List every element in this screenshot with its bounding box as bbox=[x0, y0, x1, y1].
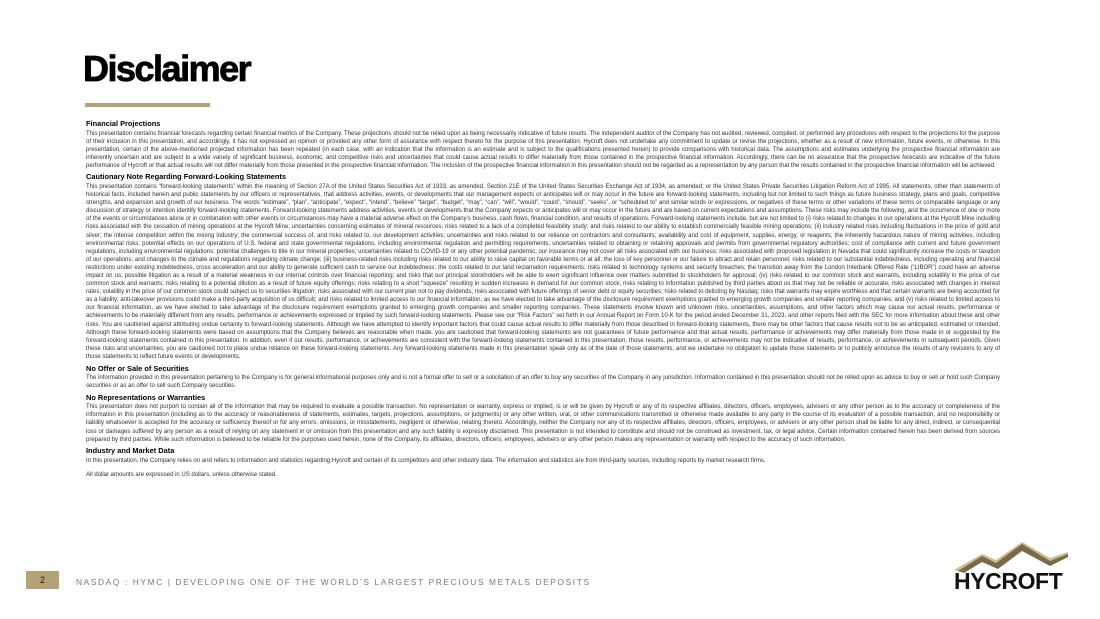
section-forward-looking-statements bbox=[86, 172, 1000, 361]
title-underline bbox=[85, 103, 210, 107]
section-no-offer bbox=[86, 364, 1000, 391]
section-heading: Financial Projections bbox=[86, 119, 161, 128]
section-heading: Cautionary Note Regarding Forward-Looking Statements bbox=[86, 172, 286, 182]
section-heading: No Offer or Sale of Securities bbox=[86, 363, 189, 373]
footer-tagline: NASDAQ : HYMC | DEVELOPING ONE OF THE WORLD’S LARGEST PRECIOUS METALS DEPOSITS bbox=[76, 577, 591, 587]
section-financial-projections bbox=[86, 119, 1000, 170]
page-title: Disclaimer bbox=[83, 48, 251, 89]
section-paragraph: This presentation contains “forward-looking statements” within the meaning of Section 27A of the United States Securities Act of 1933, as amended, Section 21E of the United States Securities Exchange Act of 1934, as amended; or the United States Private Securities Litigation Reform Act of 1995. All statements, other than statements of historical facts, included herein and public statements by our officers or representatives, that address activities, events, or developments that our management expects or anticipates will or may occur in the future are forward-looking statements, including but not limited to such things as future business strategy, plans and goals, competitive strengths, and expansion and growth of our business. The words “estimate”, “plan”, “anticipate”, “expect”, “intend”, “believe” “target”, “budget”, “may”, “can”, “will”, “would”, “could”, “should”, “seeks”, or “scheduled to” and similar words or expressions, or negatives of these terms or other variations of these terms or comparable language or any discussion of strategy or intention identify forward-looking statements. Forward-looking statements address activities, events or developments that the Company expects or anticipates will or may occur in the future and are based on current expectations and assumptions. These risks may include the following, and the occurrence of one or more of the events or circumstances alone or in combination with other events or circumstances may have a material adverse effect on the Company’s business, cash flows, financial condition, and results of operations. Forward-looking statements include, but are not limited to (i) risks related to changes in our operations at the Hycroft Mine including risks associated with the cessation of mining operations at the Hycroft Mine; uncertainties concerning estimates of mineral resources; risks related to a lack of a completed feasibility study; and risks related to our ability to establish commercially feasible mining operations; (ii) industry related risks including fluctuations in the price of gold and silver; the intense competition within the mining industry; the commercial success of, and risks related to, our development activities; uncertainties and risks related to our reliance on contractors and consultants; availability and cost of equipment, supplies, energy, or reagents; the inherently hazardous nature of mining activities, including environmental risks; potential effects on our operations of U.S. federal and state governmental regulations, including environmental regulation and permitting requirements; uncertainties related to obtaining or retaining approvals and permits from governmental regulatory authorities; cost of compliance with current and future government regulations, including environmental regulations; potential challenges to title in our mineral properties; uncertainties related to COVID-19 or any other potential pandemic; our insurance may not cover all risks associated with our business; risks associated with proposed legislation in Nevada that could significantly increase the costs or taxation of our operations; and changes to the climate and regulations regarding climate change; (iii) business-related risks including risks related to our ability to raise capital on favorable terms or at all; the loss of key personnel or our failure to attract and retain personnel; risks related to our substantial indebtedness, including operating and financial restrictions under existing indebtedness, cross acceleration and our ability to generate sufficient cash to service our indebtedness; the costs related to our land reclamation requirements; risks related to technology systems and security breaches; the transition away from the London Interbank Offered Rate (“LIBOR”) could have an adverse impact on us; possible litigation as a result of a material weakness in our internal controls over financial reporting; and risks that our principal stockholders will be able to exert significant influence over matters submitted to stockholders for approval; (iv) risks related to our common stock and warrants, including volatility in the price of our common stock and warrants; risks relating to a potential dilution as a result of future equity offerings; risks relating to a short “squeeze” resulting in sudden increases in demand for our common stock; risks relating to information published by third parties about us that may not be reliable or accurate; risks associated with changes in interest rates; volatility in the price of our common stock could subject us to securities litigation; risks associated with our current plan not to pay dividends; risks associated with future offerings of senior debt or equity securities; risks related to delisting by Nasdaq; risks that warrants may expire worthless and that certain warrants are being accounted for as a liability; anti-takeover provisions could make a third-party acquisition of us difficult; and risks related to limited access to our financial information, as we have elected to take advantage of the disclosure requirement exemptions granted to emerging growth companies and smaller reporting companies; and (v) risks related to limited access to our financial information, as we have elected to take advantage of the disclosure requirement exemptions granted to emerging growth companies and smaller reporting companies. These statements involve known and unknown risks, uncertainties, assumptions, and other factors which may cause our actual results, performance or achievements to be materially different from any results, performance or achievements expressed or implied by such forward-looking statements. Please see our “Risk Factors” set forth in our Annual Report on Form 10-K for the period ended December 31, 2023, and other reports filed with the SEC for more information about these and other risks. You are cautioned against attributing undue certainty to forward-looking statements. Although we have attempted to identify important factors that could cause actual results to differ materially from those described in forward-looking statements, there may be other factors that cause results not to be as anticipated, estimated or intended. Although these forward-looking statements were based on assumptions that the Company believes are reasonable when made, you are cautioned that forward-looking statements are not guarantees of future performance and that actual results, performance or achievements may differ materially from those made in or suggested by the forward-looking statements contained in this presentation. In addition, even if our results, performance, or achievements are consistent with the forward-looking statements contained in this presentation, those results, performance, or achievements may not be indicative of results, performance, or achievements in subsequent periods. Given these risks and uncertainties, you are cautioned not to place undue reliance on these forward-looking statements. Any forward-looking statements made in this presentation speak only as of the date of those statements, and we undertake no obligation to update those statements or to publicly announce the results of any revisions to any of those statements to reflect future events or developments. bbox=[86, 183, 1000, 360]
section-paragraph: All dollar amounts are expressed in US dollars, unless otherwise stated. bbox=[86, 471, 277, 478]
logo-wordmark: HYCROFT bbox=[954, 568, 1063, 594]
section-heading: Industry and Market Data bbox=[86, 446, 175, 456]
section-paragraph: The information provided in this presentation pertaining to the Company is for general informational purposes only and is not a formal offer to sell or a solicitation of an offer to buy any securities of the Company in any jurisdiction. Information contained in this presentation should not be relied upon as advice to buy or sell or hold such Company securities or as an offer to sell such Company securities. bbox=[86, 375, 1000, 390]
section-industry-market-data bbox=[86, 446, 1000, 479]
section-paragraph: This presentation does not purport to contain all of the information that may be required to evaluate a possible transaction. No representation or warranty, express or implied, is or will be given by Hycroft or any of its respective affiliates, directors, officers, employees, advisers or any other person as to the accuracy or completeness of the information in this presentation (including as to the accuracy or reasonableness of statements, estimates, targets, projections, assumptions, or judgments) or any other written, oral, or other communications transmitted or otherwise made available to any party in the course of its evaluation of a possible transaction, and no responsibility or liability whatsoever is accepted for the accuracy or sufficiency thereof or for any errors, omissions, or misstatements, negligent or otherwise, relating thereto. Accordingly, neither the Company nor any of its respective affiliates, directors, officers, employees, or advisers or any other person shall be liable for any direct, indirect, or consequential loss or damages suffered by any person as a result of relying on any statement in or omission from this presentation and any such liability is expressly disclaimed. This presentation is not intended to constitute and should not be construed as investment, tax, or legal advice. Certain information contained herein has been derived from sources prepared by third parties. While such information is believed to be reliable for the purposes used herein, none of the Company, its affiliates, directors, officers, employees, advisers or any other person makes any representation or warranty with respect to the accuracy of such information. bbox=[86, 404, 1000, 443]
disclaimer-content bbox=[86, 119, 1000, 481]
page-number: 2 bbox=[39, 575, 45, 585]
section-paragraph: This presentation contains financial forecasts regarding certain financial metrics of the Company. These projections should not be relied upon as being necessarily indicative of future results. The independent auditor of the Company has not audited, reviewed, compiled, or performed any procedures with respect to the projections for the purpose of their inclusion in this presentation, and accordingly, it has not expressed an opinion or provided any other form of assurance with respect thereto for the purpose of this presentation. Hycroft does not undertake any commitment to update or revise the projections, whether as a result of new information, future events, or otherwise. In this presentation, certain of the above-mentioned projected information has been repeated (in each case, with an indication that the information is an estimate and is subject to the qualifications presented herein) to provide comparisons with historical data. The assumptions and estimates underlying the prospective financial information are inherently uncertain and are subject to a wide variety of significant business, economic, and competitive risks and uncertainties that could cause actual results to differ materially from those contained in the prospective financial information. Accordingly, there can be no assurance that the prospective forecasts are indicative of the future performance of Hycroft or that actual results will not differ materially from those presented in the prospective financial information. The inclusion of the prospective financial information in this presentation should not be regarded as a representation by any person that the results contained in the prospective financial information will be achieved. bbox=[86, 130, 1000, 169]
hycroft-logo bbox=[944, 540, 1074, 600]
section-heading: No Representations or Warranties bbox=[86, 392, 206, 402]
section-no-representations bbox=[86, 393, 1000, 444]
section-paragraph: In this presentation, the Company relies on and refers to information and statistics regarding Hycroft and certain of its competitors and other industry data. The information and statistics are from third-party sources, including reports by market research firms. bbox=[86, 457, 766, 464]
